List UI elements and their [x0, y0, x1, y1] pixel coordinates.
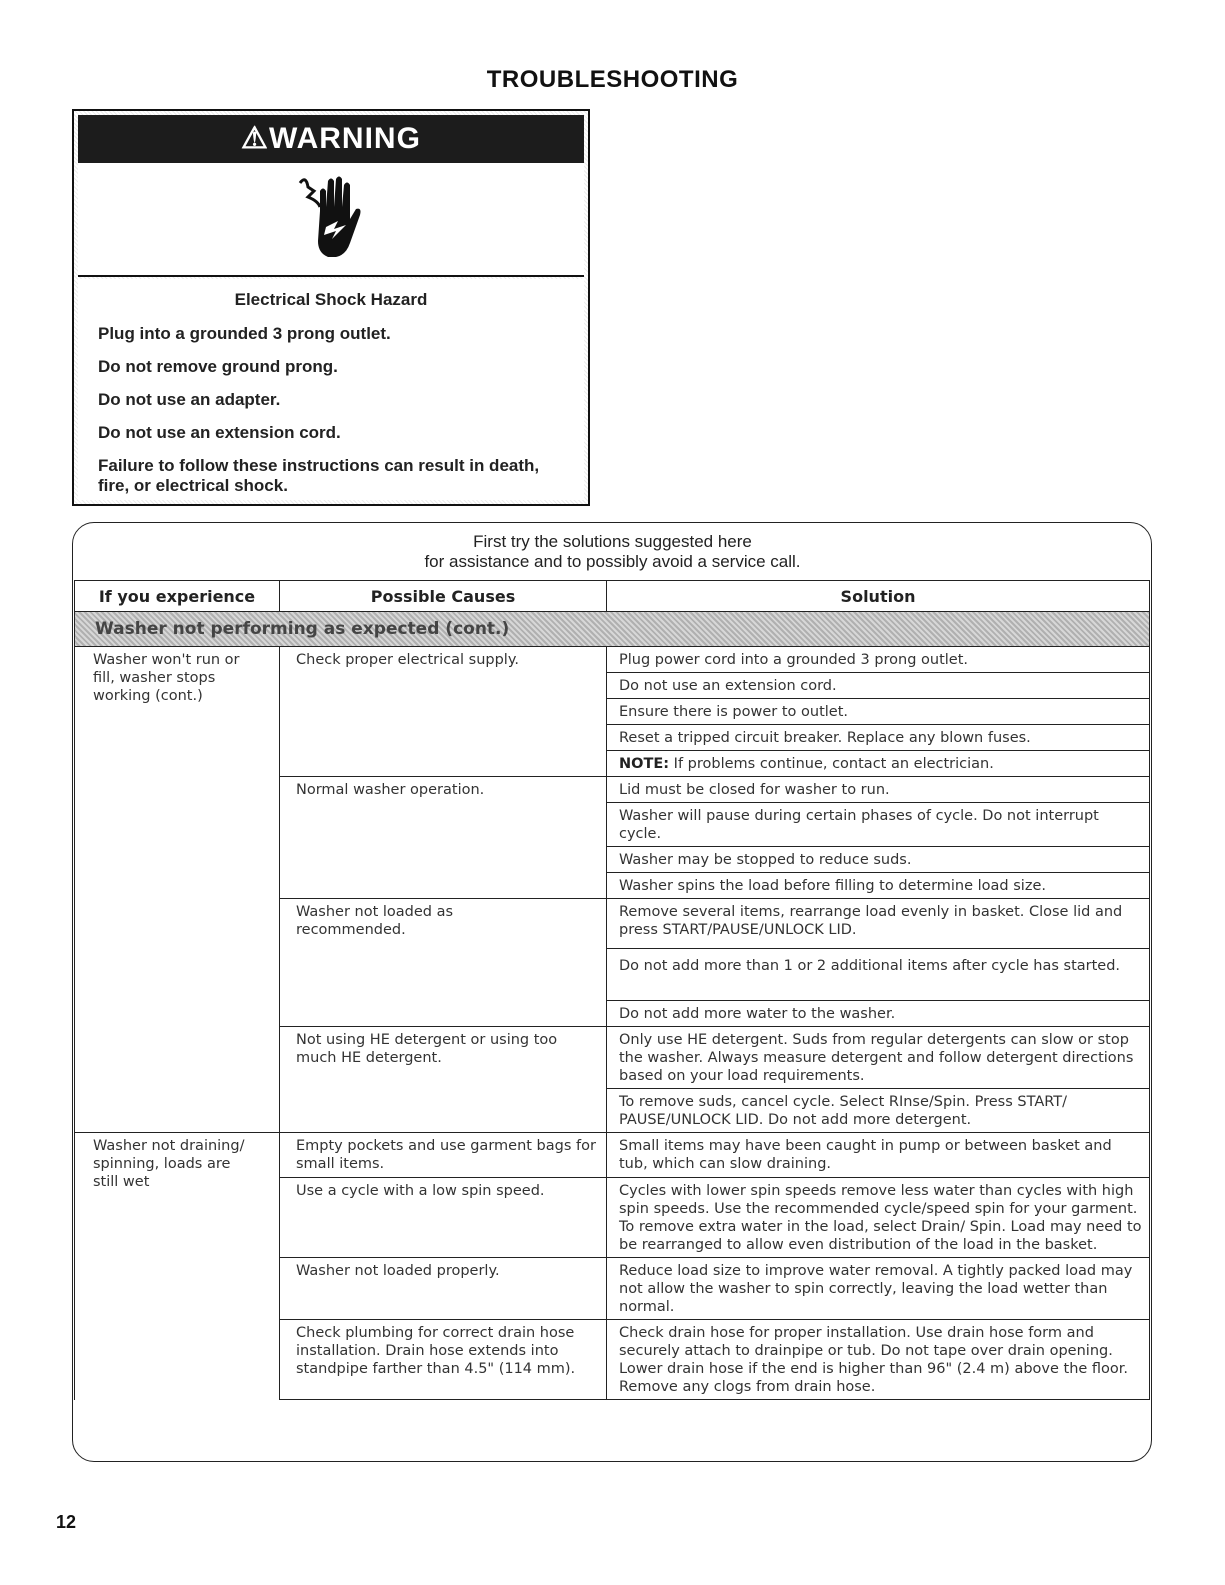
electric-shock-hand-icon: [296, 171, 368, 271]
note-text: If problems continue, contact an electrician.: [673, 756, 994, 772]
solution-cell: Reduce load size to improve water removal. A tightly packed load may not allow the washer to spin correctly, leaving the load wetter than normal.: [607, 1258, 1150, 1320]
symptom-continuation: [75, 1027, 280, 1089]
warning-body: [78, 279, 584, 500]
cause-continuation: [280, 1089, 607, 1133]
warning-line: Failure to follow these instructions can result in death, fire, or electrical shock.: [98, 456, 540, 495]
table-row: [75, 647, 1150, 673]
warning-line: Do not use an adapter.: [98, 390, 281, 409]
troubleshooting-table: [74, 580, 1150, 1400]
intro-line-2: for assistance and to possibly avoid a service call.: [424, 552, 801, 571]
warning-line: Plug into a grounded 3 prong outlet.: [98, 324, 391, 343]
symptom-cell: Washer won't run or fill, washer stops working (cont.): [75, 647, 280, 1027]
warning-header: ⚠WARNING: [78, 115, 584, 163]
cause-cell: Empty pockets and use garment bags for small items.: [280, 1133, 607, 1178]
cause-cell: Washer not loaded as recommended.: [280, 899, 607, 1027]
section-band: [75, 612, 1150, 647]
table-header-row: [75, 581, 1150, 612]
solution-cell: Plug power cord into a grounded 3 prong outlet.: [607, 647, 1150, 673]
solution-note-cell: [607, 751, 1150, 777]
solution-cell: Reset a tripped circuit breaker. Replace any blown fuses.: [607, 725, 1150, 751]
symptom-cell: Washer not draining/ spinning, loads are still wet: [75, 1133, 280, 1400]
cause-cell: Use a cycle with a low spin speed.: [280, 1178, 607, 1258]
solution-cell: Lid must be closed for washer to run.: [607, 777, 1150, 803]
warning-icon-area: [78, 163, 584, 277]
warning-line: Do not use an extension cord.: [98, 423, 341, 442]
header-solution: Solution: [607, 581, 1150, 612]
cause-cell: Check proper electrical supply.: [280, 647, 607, 777]
page-number: 12: [56, 1512, 77, 1532]
solution-cell: Check drain hose for proper installation. Use drain hose form and securely attach to drainpipe or tub. Do not tape over drain opening. Lower drain hose if the end is higher than 96" (2.4 m) above the floor. Remove any clogs from drain hose.: [607, 1320, 1150, 1400]
table-row: [75, 1089, 1150, 1133]
warning-box: [72, 109, 590, 506]
solution-cell: Remove several items, rearrange load evenly in basket. Close lid and press START/PAUSE/UNLOCK LID.: [607, 899, 1150, 949]
solution-cell: Washer may be stopped to reduce suds.: [607, 847, 1150, 873]
solution-cell: To remove suds, cancel cycle. Select RInse/Spin. Press START/ PAUSE/UNLOCK LID. Do not add more detergent.: [607, 1089, 1150, 1133]
cause-cell: Normal washer operation.: [280, 777, 607, 899]
cause-cell: Not using HE detergent or using too much HE detergent.: [280, 1027, 607, 1089]
intro-line-1: First try the solutions suggested here: [473, 532, 752, 551]
warning-line: Do not remove ground prong.: [98, 357, 338, 376]
header-if-you-experience: If you experience: [75, 581, 280, 612]
cause-cell: Washer not loaded properly.: [280, 1258, 607, 1320]
table-row: [75, 1133, 1150, 1178]
section-title: Washer not performing as expected (cont.): [75, 612, 1150, 647]
note-label: NOTE:: [619, 756, 670, 772]
cause-cell: Check plumbing for correct drain hose installation. Drain hose extends into standpipe farther than 4.5" (114 mm).: [280, 1320, 607, 1400]
solution-cell: Do not add more than 1 or 2 additional items after cycle has started.: [607, 949, 1150, 1001]
header-possible-causes: Possible Causes: [280, 581, 607, 612]
symptom-continuation: [75, 1089, 280, 1133]
table-row: [75, 1027, 1150, 1089]
solution-cell: Do not use an extension cord.: [607, 673, 1150, 699]
solution-cell: Cycles with lower spin speeds remove less water than cycles with high spin speeds. Use the recommended cycle/speed spin for your garment. To remove extra water in the load, select Drain/ Spin. Load may need to be rearranged to allow even distribution of the load in the basket.: [607, 1178, 1150, 1258]
solution-cell: Only use HE detergent. Suds from regular detergents can slow or stop the washer. Always measure detergent and follow detergent directions based on your load requirements.: [607, 1027, 1150, 1089]
warning-hazard: Electrical Shock Hazard: [234, 290, 428, 309]
solution-cell: Ensure there is power to outlet.: [607, 699, 1150, 725]
intro-text: [0, 532, 1225, 572]
page-title: TROUBLESHOOTING: [486, 66, 739, 93]
solution-cell: Do not add more water to the washer.: [607, 1001, 1150, 1027]
solution-cell: Washer will pause during certain phases of cycle. Do not interrupt cycle.: [607, 803, 1150, 847]
solution-cell: Small items may have been caught in pump or between basket and tub, which can slow draining.: [607, 1133, 1150, 1178]
solution-cell: Washer spins the load before filling to determine load size.: [607, 873, 1150, 899]
